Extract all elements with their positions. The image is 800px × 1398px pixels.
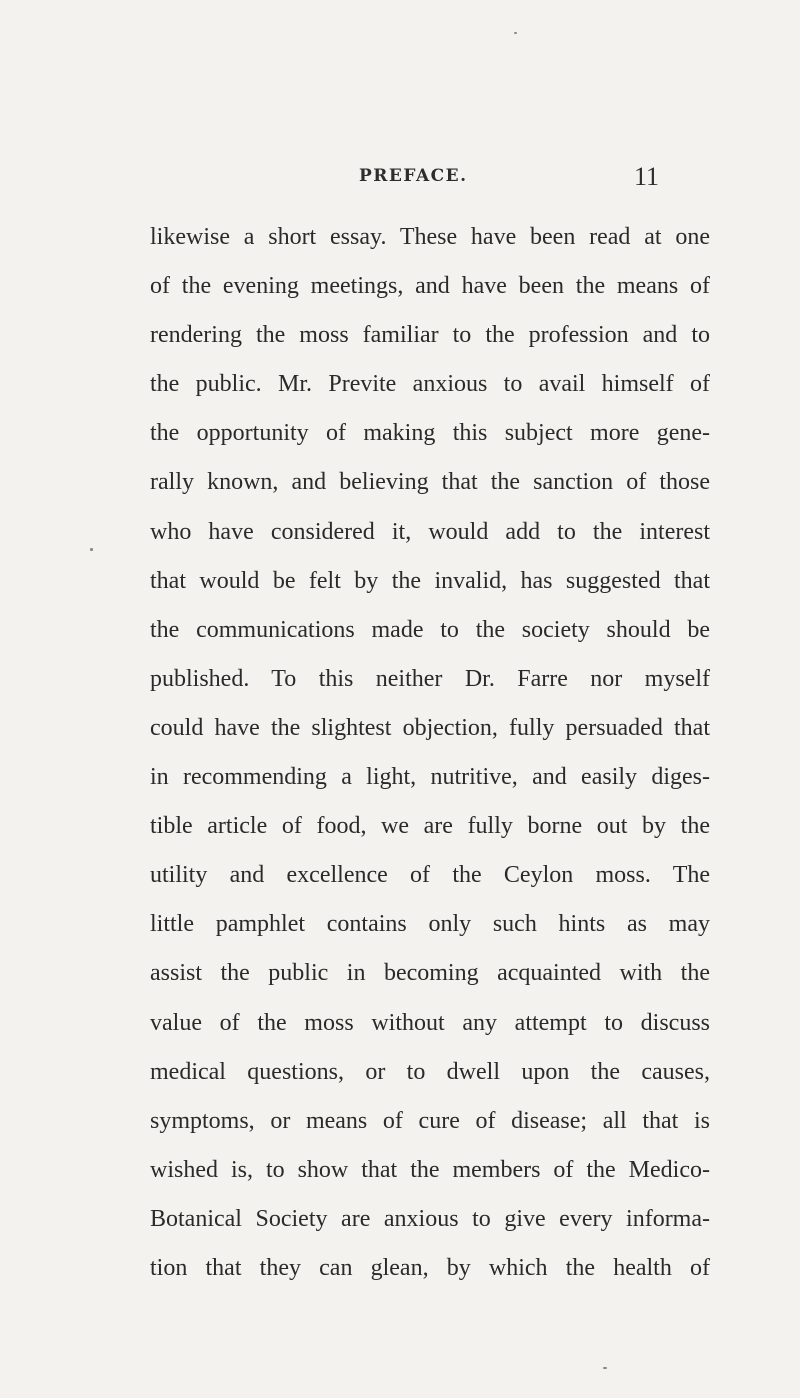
text-line: rally known, and believing that the sanction of those: [150, 469, 710, 496]
text-line: value of the moss without any attempt to discuss: [150, 1009, 710, 1036]
text-line: symptoms, or means of cure of disease; all that is: [150, 1107, 710, 1134]
body-text: [150, 213, 710, 1293]
running-head: PREFACE.: [359, 166, 468, 186]
text-line: wished is, to show that the members of the Medico-: [150, 1156, 710, 1183]
page-header: [0, 158, 800, 198]
text-line: the opportunity of making this subject more gene-: [150, 420, 710, 447]
text-line: published. To this neither Dr. Farre nor myself: [150, 665, 710, 692]
text-line: Botanical Society are anxious to give every informa-: [150, 1205, 710, 1232]
paper-speck: [90, 548, 93, 551]
text-line: who have considered it, would add to the interest: [150, 518, 710, 545]
text-line: assist the public in becoming acquainted with the: [150, 960, 710, 987]
text-line: in recommending a light, nutritive, and easily diges-: [150, 764, 710, 791]
text-line: could have the slightest objection, fully persuaded that: [150, 714, 710, 741]
text-line: that would be felt by the invalid, has suggested that: [150, 567, 710, 594]
text-line: the communications made to the society should be: [150, 616, 710, 643]
text-line: little pamphlet contains only such hints as may: [150, 911, 710, 938]
page-number: 11: [634, 162, 660, 191]
text-line: tible article of food, we are fully borne out by the: [150, 813, 710, 840]
text-line: utility and excellence of the Ceylon moss. The: [150, 862, 710, 889]
paper-speck: [514, 32, 517, 34]
paper-speck: [603, 1367, 607, 1369]
text-line: tion that they can glean, by which the health of: [150, 1254, 710, 1281]
text-line: the public. Mr. Previte anxious to avail himself of: [150, 371, 710, 398]
text-line: medical questions, or to dwell upon the causes,: [150, 1058, 710, 1085]
text-line: likewise a short essay. These have been read at one: [150, 224, 710, 250]
text-line: rendering the moss familiar to the profession and to: [150, 322, 710, 349]
text-line: of the evening meetings, and have been the means of: [150, 273, 710, 300]
